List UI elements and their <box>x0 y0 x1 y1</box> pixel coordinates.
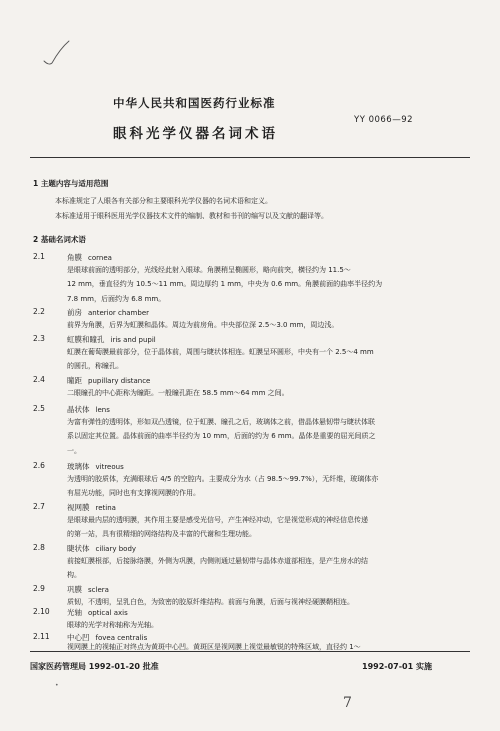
term-number: 2.4 <box>33 375 45 384</box>
term-title: 视网膜 retina <box>67 503 116 512</box>
section-2-heading: 2 基础名词术语 <box>33 235 86 244</box>
term-number: 2.5 <box>33 404 45 413</box>
header-divider <box>30 157 470 158</box>
term-title: 瞳距 pupillary distance <box>67 376 151 385</box>
term-definition: 质韧，不透明，呈乳白色，为致密的胶原纤维结构。前面与角膜，后面与视神经硬膜鞘相连。 <box>67 598 354 606</box>
implementation-date: 1992-07-01 实施 <box>362 662 432 671</box>
term-definition: 眼球的光学对称轴称为光轴。 <box>67 621 158 629</box>
section-1-paragraph-2: 本标准适用于眼科医用光学仪器技术文件的编制、教材和书刊的编写以及文献的翻译等。 <box>55 212 328 220</box>
term-number: 2.8 <box>33 543 45 552</box>
section-1-heading: 1 主题内容与适用范围 <box>33 179 109 188</box>
term-title: 光轴 optical axis <box>67 608 128 617</box>
term-title: 睫状体 ciliary body <box>67 544 137 553</box>
term-number: 2.2 <box>33 307 45 316</box>
term-number: 2.10 <box>33 607 50 616</box>
term-number: 2.1 <box>33 252 45 261</box>
scan-speck: • <box>55 682 59 689</box>
term-number: 2.6 <box>33 461 45 470</box>
document-title: 眼科光学仪器名词术语 <box>113 126 278 142</box>
term-title: 角膜 cornea <box>67 253 112 262</box>
section-1-paragraph-1: 本标准规定了人眼各有关部分和主要眼科光学仪器的名词术语和定义。 <box>55 197 272 205</box>
term-title: 前房 anterior chamber <box>67 308 150 317</box>
standard-title: 中华人民共和国医药行业标准 <box>113 96 276 110</box>
term-definition: 前接虹膜根部，后接脉络膜，外侧为巩膜，内侧则通过悬韧带与晶体赤道部相连，是产生房水的结 构。 <box>67 557 368 580</box>
term-number: 2.9 <box>33 584 45 593</box>
term-title: 中心凹 fovea centralis <box>67 633 148 642</box>
term-number: 2.11 <box>33 632 50 641</box>
page-number: 7 <box>343 695 352 711</box>
term-definition: 视网膜上的视轴正对终点为黄斑中心凹。黄斑区是视网膜上视觉最敏锐的特殊区域，直径约 1～ <box>67 643 361 651</box>
term-title: 玻璃体 vitreous <box>67 462 124 471</box>
term-definition: 为透明的胶质体，充满眼球后 4/5 的空腔内。主要成分为水（占 98.5～99.7%），无纤维，玻璃体亦 有屈光功能，同时也有支撑视网膜的作用。 <box>67 475 379 498</box>
term-definition: 为富有弹性的透明体，形如双凸透镜，位于虹膜、瞳孔之后，玻璃体之前，借晶体悬韧带与睫状体联 系以固定其位置。晶体前面的曲率半径约为 10 mm，后面的约为 6 mm。晶体是重要的屈光间质之 一。 <box>67 418 376 455</box>
document-code: YY 0066—92 <box>354 115 414 125</box>
term-number: 2.3 <box>33 334 45 343</box>
term-definition: 是眼球前面的透明部分，光线经此射入眼球。角膜稍呈椭圆形，略向前突，横径约为 11.5～ 12 mm，垂直径约为 10.5～11 mm。周边厚约 1 mm，中央为 0.6 mm。角膜前面的曲率半径约为 7.8 mm，后面约为 6.8 mm。 <box>67 266 383 303</box>
term-definition: 虹膜在葡萄膜最前部分，位于晶体前，周围与睫状体相连。虹膜呈环圆形，中央有一个 2.5～4 mm 的圆孔，称瞳孔。 <box>67 348 374 371</box>
term-definition: 二眼瞳孔的中心距称为瞳距。一般瞳孔距在 58.5 mm～64 mm 之间。 <box>67 389 289 397</box>
term-title: 晶状体 lens <box>67 405 110 414</box>
term-definition: 是眼球最内层的透明膜，其作用主要是感受光信号，产生神经冲动，它是视觉形成的神经信息传递 的第一站，具有很精细的网络结构及丰富的代谢和生理功能。 <box>67 516 368 539</box>
term-title: 巩膜 sclera <box>67 585 109 594</box>
term-title: 虹膜和瞳孔 iris and pupil <box>67 335 156 344</box>
term-number: 2.7 <box>33 502 45 511</box>
term-definition: 前界为角膜，后界为虹膜和晶体。周边为前房角。中央部位深 2.5～3.0 mm，周边浅。 <box>67 321 339 329</box>
footer-divider <box>30 651 470 652</box>
approval-date: 国家医药管理局 1992-01-20 批准 <box>30 662 159 671</box>
handwritten-check-mark <box>42 40 72 66</box>
